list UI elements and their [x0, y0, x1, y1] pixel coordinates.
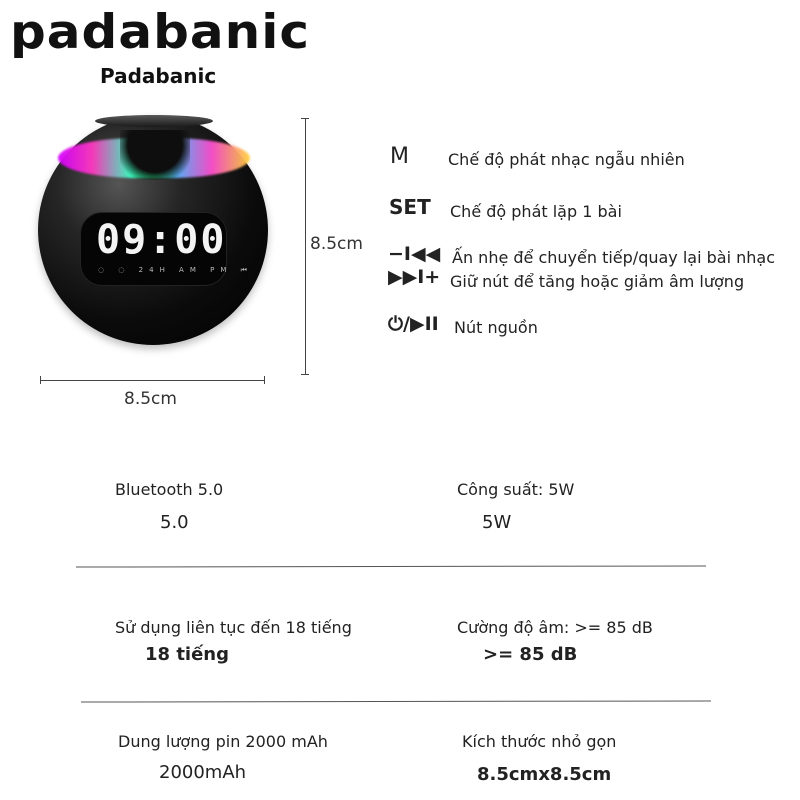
function-label-skip: Ấn nhẹ để chuyển tiếp/quay lại bài nhạc [452, 248, 776, 267]
height-label: 8.5cm [310, 234, 363, 254]
height-dimension-line [305, 118, 306, 374]
spec-title-power: Công suất: 5W [457, 480, 575, 499]
height-tick-bottom [301, 374, 309, 375]
spec-value-bluetooth: 5.0 [160, 512, 189, 533]
power-play-icon: ⏻/▶II [388, 313, 439, 335]
function-label-repeat: Chế độ phát lặp 1 bài [450, 202, 622, 221]
spec-title-battery-life: Sử dụng liên tục đến 18 tiếng [115, 618, 352, 637]
spec-value-power: 5W [482, 512, 512, 533]
clock-time: 09:00 [96, 217, 227, 263]
prev-volume-down-icon: −I◀◀ [388, 243, 441, 265]
led-band-shadow [120, 130, 190, 180]
divider-2 [81, 700, 711, 702]
spec-value-size: 8.5cmx8.5cm [477, 764, 612, 785]
function-label-power: Nút nguồn [454, 318, 538, 337]
clock-status-icons: ◌ ◌ 24H AM PM ⏮ [98, 266, 253, 274]
function-label-volume: Giữ nút để tăng hoặc giảm âm lượng [450, 272, 745, 291]
spec-title-loudness: Cường độ âm: >= 85 dB [457, 618, 653, 637]
set-icon: SET [389, 195, 431, 219]
speaker-top-ring [95, 115, 213, 127]
spec-title-battery-capacity: Dung lượng pin 2000 mAh [118, 732, 328, 751]
spec-title-bluetooth: Bluetooth 5.0 [115, 480, 224, 499]
height-tick-top [301, 118, 309, 119]
divider-1 [76, 565, 706, 567]
width-tick-left [40, 376, 41, 384]
mode-icon: M [390, 144, 409, 169]
brand-logo: padabanic [10, 4, 310, 60]
spec-value-battery-capacity: 2000mAh [159, 762, 247, 783]
next-volume-up-icon: ▶▶I+ [388, 266, 441, 288]
brand-name: Padabanic [100, 64, 217, 88]
function-label-shuffle: Chế độ phát nhạc ngẫu nhiên [448, 150, 685, 169]
spec-value-loudness: >= 85 dB [483, 644, 578, 665]
width-label: 8.5cm [124, 389, 177, 409]
spec-title-size: Kích thước nhỏ gọn [462, 732, 617, 751]
width-dimension-line [40, 380, 264, 381]
spec-value-battery-life: 18 tiếng [145, 644, 229, 665]
width-tick-right [264, 376, 265, 384]
